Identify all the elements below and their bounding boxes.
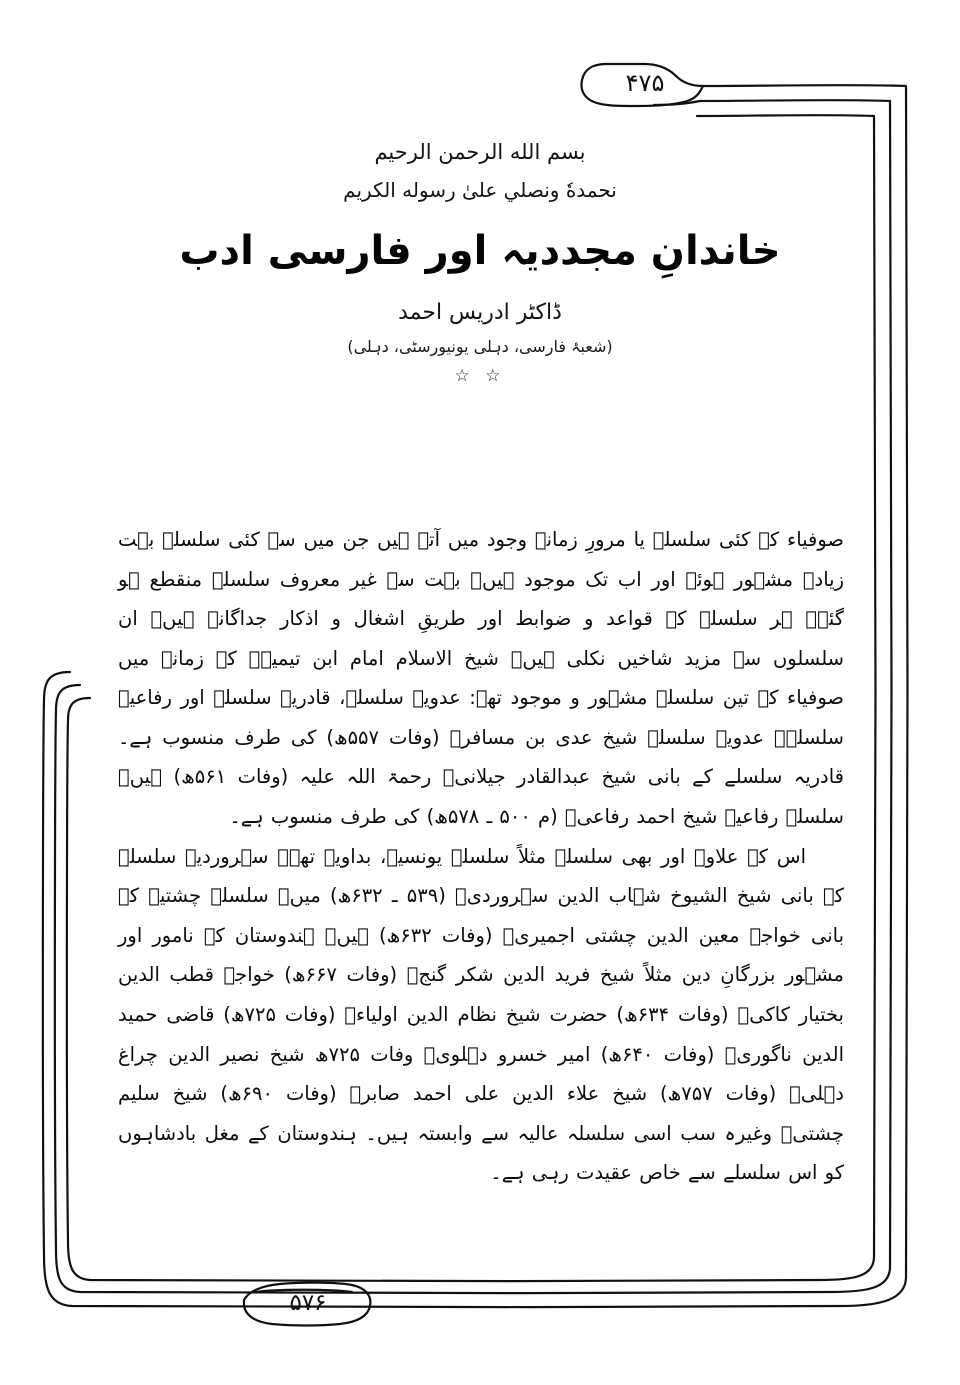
author-affiliation: (شعبۂ فارسی، دہلی یونیورسٹی، دہلی) [347,337,613,356]
document-header [120,140,840,386]
author-name: ڈاکٹر ادریس احمد [398,300,562,325]
basmala-line: بسم الله الرحمن الرحيم [374,140,586,164]
body-paragraph: اس کے علاوہ اور بھی سلسلے مثلاً سلسلہ یونسیہ، بداویہ تھے۔ سہروردیہ سلسلے کے بانی شیخ الشیوخ شہاب الدین سہروردیؒ (۵۳۹ ـ ۶۳۲ھ) میں۔ سلسلہ چشتیہ کے بانی خواجہ معین الدین چشتی اجمیریؒ (وفات ۶۳۲ھ) ہیں۔ ہندوستان کے نامور اور مشہور بزرگانِ دین مثلاً شیخ فرید الدین شکر گنجؒ (وفات ۶۶۷ھ) خواجہ قطب الدین بختیار کاکیؒ (وفات ۶۳۴ھ) حضرت شیخ نظام الدین اولیاءؒ (وفات ۷۲۵ھ) قاضی حمید الدین ناگوریؒ (وفات ۶۴۰ھ) امیر خسرو دہلویؒ وفات ۷۲۵ھ شیخ نصیر الدین چراغ دہلیؒ (وفات ۷۵۷ھ) شیخ علاء الدین علی احمد صابرؒ (وفات ۶۹۰ھ) شیخ سلیم چشتیؒ وغیرہ سب اسی سلسلہ عالیہ سے وابستہ ہیں۔ ہندوستان کے مغل بادشاہوں کو اس سلسلے سے خاص عقیدت رہی ہے۔ [118,844,845,1185]
page-number-top: ۴۷۵ [625,69,665,97]
hamdala-line: نحمدهٗ ونصلي علىٰ رسوله الكريم [343,178,617,202]
ornament-stars: ☆ ☆ [454,366,506,386]
document-body [118,520,844,1193]
body-paragraph: صوفیاء کے کئی سلسلے یا مرورِ زمانہ وجود میں آتے ہیں جن میں سے کئی سلسلے بہت زیادہ مشہور ہوئے اور اب تک موجود ہیں۔ بہت سے غیر معروف سلسلے منقطع ہو گئے۔ ہر سلسلے کے قواعد و ضوابط اور طریقِ اشغال و اذکار جداگانہ ہیں۔ ان سلسلوں سے مزید شاخیں نکلی ہیں۔ شیخ الاسلام امام ابن تیمیہؒ کے زمانے میں صوفیاء کے تین سلسلے مشہور و موجود تھے: عدویہ سلسلہ، قادریہ سلسلہ اور رفاعیہ سلسلہ۔ عدویہ سلسلہ شیخ عدی بن مسافرؒ (وفات ۵۵۷ھ) کی طرف منسوب ہے۔ قادریہ سلسلے کے بانی شیخ عبدالقادر جیلانیؒ رحمۃ اللہ علیہ (وفات ۵۶۱ھ) ہیں۔ سلسلہ رفاعیہ شیخ احمد رفاعیؒ (م ۵۰۰ ـ ۵۷۸ھ) کی طرف منسوب ہے۔ [118,528,845,829]
page-number-bottom: ۵۷۶ [289,1290,327,1316]
page-title: خاندانِ مجددیہ اور فارسی ادب [179,228,781,274]
